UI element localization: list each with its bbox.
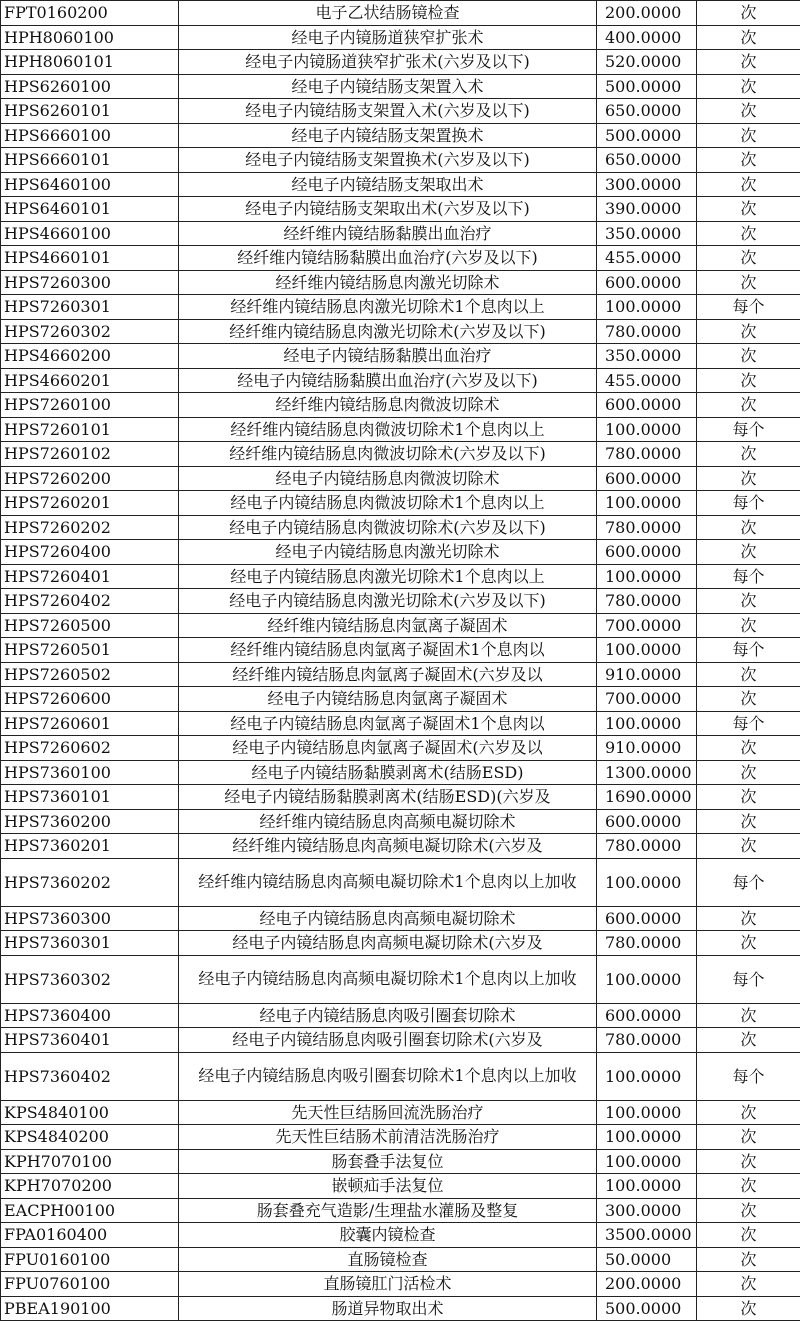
item-name-cell: 经电子内镜结肠支架取出术 [179, 172, 597, 197]
item-code-cell: HPS6460101 [1, 197, 179, 222]
item-unit-cell: 次 [697, 1, 800, 26]
item-name-cell: 经电子内镜结肠息肉吸引圈套切除术(六岁及 [179, 1028, 597, 1053]
item-name-cell: 经纤维内镜结肠息肉氩离子凝固术1个息肉以 [179, 638, 597, 663]
table-row [1, 785, 800, 810]
item-unit-cell: 次 [697, 1003, 800, 1028]
table-row [1, 466, 800, 491]
item-unit-cell: 每个 [697, 1052, 800, 1100]
table-row [1, 99, 800, 124]
table-row [1, 442, 800, 467]
table-row [1, 906, 800, 931]
table-row [1, 148, 800, 173]
item-unit-cell: 次 [697, 1149, 800, 1174]
item-name-cell: 经纤维内镜结肠黏膜出血治疗(六岁及以下) [179, 246, 597, 271]
item-code-cell: HPS7360402 [1, 1052, 179, 1100]
table-row [1, 515, 800, 540]
item-code-cell: HPS6660101 [1, 148, 179, 173]
item-unit-cell: 次 [697, 466, 800, 491]
item-code-cell: HPS7260500 [1, 613, 179, 638]
item-price-cell: 100.0000 [597, 858, 697, 906]
item-code-cell: HPS7260502 [1, 662, 179, 687]
item-unit-cell: 次 [697, 99, 800, 124]
item-unit-cell: 次 [697, 736, 800, 761]
item-price-cell: 100.0000 [597, 1174, 697, 1199]
item-code-cell: HPS7360301 [1, 931, 179, 956]
item-unit-cell: 次 [697, 221, 800, 246]
item-unit-cell: 次 [697, 270, 800, 295]
item-unit-cell: 次 [697, 589, 800, 614]
table-row [1, 564, 800, 589]
item-unit-cell: 次 [697, 687, 800, 712]
item-price-cell: 390.0000 [597, 197, 697, 222]
item-unit-cell: 次 [697, 1272, 800, 1297]
item-code-cell: HPS7260601 [1, 711, 179, 736]
item-name-cell: 经电子内镜结肠息肉激光切除术(六岁及以下) [179, 589, 597, 614]
item-price-cell: 100.0000 [597, 1100, 697, 1125]
table-row [1, 955, 800, 1003]
table-row [1, 197, 800, 222]
item-unit-cell: 每个 [697, 295, 800, 320]
item-price-cell: 350.0000 [597, 221, 697, 246]
item-code-cell: KPH7070100 [1, 1149, 179, 1174]
item-code-cell: HPH8060101 [1, 50, 179, 75]
item-name-cell: 经电子内镜结肠息肉氩离子凝固术1个息肉以 [179, 711, 597, 736]
item-price-cell: 780.0000 [597, 515, 697, 540]
item-code-cell: FPU0160100 [1, 1247, 179, 1272]
item-code-cell: HPS4660200 [1, 344, 179, 369]
item-price-cell: 910.0000 [597, 736, 697, 761]
item-code-cell: HPS7360302 [1, 955, 179, 1003]
item-unit-cell: 次 [697, 1174, 800, 1199]
item-unit-cell: 次 [697, 74, 800, 99]
item-price-cell: 780.0000 [597, 834, 697, 859]
item-code-cell: HPS7360100 [1, 760, 179, 785]
item-code-cell: HPS6260101 [1, 99, 179, 124]
item-code-cell: HPS7260600 [1, 687, 179, 712]
item-price-cell: 600.0000 [597, 1003, 697, 1028]
item-name-cell: 经电子内镜结肠息肉微波切除术1个息肉以上 [179, 491, 597, 516]
table-row [1, 50, 800, 75]
item-name-cell: 经电子内镜肠道狭窄扩张术(六岁及以下) [179, 50, 597, 75]
item-code-cell: HPS7360202 [1, 858, 179, 906]
item-code-cell: HPS7360101 [1, 785, 179, 810]
item-price-cell: 600.0000 [597, 809, 697, 834]
item-price-cell: 350.0000 [597, 344, 697, 369]
item-name-cell: 经纤维内镜结肠息肉微波切除术(六岁及以下) [179, 442, 597, 467]
item-code-cell: KPS4840100 [1, 1100, 179, 1125]
item-name-cell: 经电子内镜结肠息肉氩离子凝固术(六岁及以 [179, 736, 597, 761]
table-row [1, 613, 800, 638]
item-price-cell: 780.0000 [597, 931, 697, 956]
table-row [1, 1003, 800, 1028]
item-unit-cell: 次 [697, 319, 800, 344]
item-name-cell: 先天性巨结肠回流洗肠治疗 [179, 1100, 597, 1125]
item-unit-cell: 次 [697, 1125, 800, 1150]
item-name-cell: 经纤维内镜结肠黏膜出血治疗 [179, 221, 597, 246]
item-price-cell: 200.0000 [597, 1272, 697, 1297]
item-code-cell: HPS7360401 [1, 1028, 179, 1053]
item-unit-cell: 次 [697, 344, 800, 369]
item-unit-cell: 次 [697, 834, 800, 859]
item-name-cell: 直肠镜检查 [179, 1247, 597, 1272]
item-name-cell: 经电子内镜结肠息肉激光切除术 [179, 540, 597, 565]
item-price-cell: 500.0000 [597, 74, 697, 99]
item-name-cell: 经电子内镜结肠息肉氩离子凝固术 [179, 687, 597, 712]
table-row [1, 540, 800, 565]
item-price-cell: 3500.0000 [597, 1223, 697, 1248]
item-name-cell: 经纤维内镜结肠息肉激光切除术 [179, 270, 597, 295]
item-name-cell: 嵌顿疝手法复位 [179, 1174, 597, 1199]
table-row [1, 172, 800, 197]
item-name-cell: 直肠镜肛门活检术 [179, 1272, 597, 1297]
item-price-cell: 600.0000 [597, 270, 697, 295]
item-code-cell: HPS7260200 [1, 466, 179, 491]
item-price-cell: 50.0000 [597, 1247, 697, 1272]
item-price-cell: 100.0000 [597, 295, 697, 320]
item-price-cell: 100.0000 [597, 564, 697, 589]
item-code-cell: HPS4660201 [1, 368, 179, 393]
table-row [1, 662, 800, 687]
item-price-cell: 100.0000 [597, 1052, 697, 1100]
item-unit-cell: 次 [697, 1028, 800, 1053]
item-unit-cell: 每个 [697, 564, 800, 589]
table-row [1, 809, 800, 834]
item-code-cell: HPH8060100 [1, 25, 179, 50]
item-code-cell: EACPH00100 [1, 1198, 179, 1223]
item-name-cell: 经纤维内镜结肠息肉高频电凝切除术 [179, 809, 597, 834]
table-row [1, 270, 800, 295]
item-name-cell: 经纤维内镜结肠息肉激光切除术1个息肉以上 [179, 295, 597, 320]
item-name-cell: 经电子内镜结肠息肉高频电凝切除术 [179, 906, 597, 931]
item-price-cell: 100.0000 [597, 491, 697, 516]
item-price-cell: 200.0000 [597, 1, 697, 26]
item-name-cell: 经电子内镜肠道狭窄扩张术 [179, 25, 597, 50]
item-price-cell: 500.0000 [597, 1296, 697, 1321]
item-price-cell: 650.0000 [597, 148, 697, 173]
table-row [1, 1149, 800, 1174]
item-unit-cell: 每个 [697, 638, 800, 663]
item-code-cell: HPS4660101 [1, 246, 179, 271]
table-row [1, 25, 800, 50]
item-code-cell: HPS6460100 [1, 172, 179, 197]
item-price-cell: 780.0000 [597, 589, 697, 614]
item-code-cell: HPS6260100 [1, 74, 179, 99]
item-code-cell: HPS7260602 [1, 736, 179, 761]
item-name-cell: 经纤维内镜结肠息肉高频电凝切除术1个息肉以上加收 [179, 858, 597, 906]
item-name-cell: 经电子内镜结肠支架置换术(六岁及以下) [179, 148, 597, 173]
item-name-cell: 胶囊内镜检查 [179, 1223, 597, 1248]
item-name-cell: 先天性巨结肠术前清洁洗肠治疗 [179, 1125, 597, 1150]
item-name-cell: 肠套叠手法复位 [179, 1149, 597, 1174]
item-code-cell: HPS7260102 [1, 442, 179, 467]
item-name-cell: 经纤维内镜结肠息肉氩离子凝固术 [179, 613, 597, 638]
item-unit-cell: 每个 [697, 955, 800, 1003]
item-price-cell: 300.0000 [597, 172, 697, 197]
table-row [1, 74, 800, 99]
item-name-cell: 经电子内镜结肠息肉高频电凝切除术1个息肉以上加收 [179, 955, 597, 1003]
item-name-cell: 经电子内镜结肠黏膜出血治疗 [179, 344, 597, 369]
item-code-cell: HPS4660100 [1, 221, 179, 246]
table-row [1, 344, 800, 369]
table-row [1, 1028, 800, 1053]
item-unit-cell: 次 [697, 1247, 800, 1272]
item-code-cell: HPS7260402 [1, 589, 179, 614]
item-unit-cell: 次 [697, 25, 800, 50]
item-price-cell: 100.0000 [597, 417, 697, 442]
item-code-cell: FPU0760100 [1, 1272, 179, 1297]
item-code-cell: HPS7360200 [1, 809, 179, 834]
item-code-cell: HPS7260100 [1, 393, 179, 418]
item-name-cell: 经电子内镜结肠支架取出术(六岁及以下) [179, 197, 597, 222]
item-code-cell: HPS6660100 [1, 123, 179, 148]
item-unit-cell: 次 [697, 906, 800, 931]
item-name-cell: 经纤维内镜结肠息肉激光切除术(六岁及以下) [179, 319, 597, 344]
table-row [1, 834, 800, 859]
item-code-cell: KPH7070200 [1, 1174, 179, 1199]
item-code-cell: HPS7260201 [1, 491, 179, 516]
item-name-cell: 经电子内镜结肠息肉微波切除术(六岁及以下) [179, 515, 597, 540]
item-price-cell: 600.0000 [597, 466, 697, 491]
item-name-cell: 经电子内镜结肠黏膜出血治疗(六岁及以下) [179, 368, 597, 393]
table-row [1, 221, 800, 246]
item-unit-cell: 每个 [697, 711, 800, 736]
item-unit-cell: 次 [697, 148, 800, 173]
item-price-cell: 100.0000 [597, 711, 697, 736]
item-unit-cell: 次 [697, 931, 800, 956]
item-name-cell: 经电子内镜结肠息肉吸引圈套切除术1个息肉以上加收 [179, 1052, 597, 1100]
item-price-cell: 455.0000 [597, 246, 697, 271]
item-unit-cell: 次 [697, 393, 800, 418]
item-unit-cell: 每个 [697, 417, 800, 442]
item-price-cell: 780.0000 [597, 319, 697, 344]
item-unit-cell: 次 [697, 760, 800, 785]
item-code-cell: PBEA190100 [1, 1296, 179, 1321]
item-price-cell: 100.0000 [597, 638, 697, 663]
fee-table-body [1, 1, 800, 1321]
item-name-cell: 经电子内镜结肠黏膜剥离术(结肠ESD) [179, 760, 597, 785]
item-unit-cell: 次 [697, 785, 800, 810]
table-row [1, 589, 800, 614]
item-price-cell: 650.0000 [597, 99, 697, 124]
table-row [1, 319, 800, 344]
table-row [1, 368, 800, 393]
item-unit-cell: 次 [697, 246, 800, 271]
table-row [1, 1296, 800, 1321]
item-name-cell: 经纤维内镜结肠息肉微波切除术 [179, 393, 597, 418]
table-row [1, 736, 800, 761]
item-unit-cell: 次 [697, 172, 800, 197]
item-unit-cell: 每个 [697, 858, 800, 906]
item-name-cell: 经电子内镜结肠支架置入术(六岁及以下) [179, 99, 597, 124]
table-row [1, 1223, 800, 1248]
item-code-cell: HPS7360300 [1, 906, 179, 931]
item-price-cell: 300.0000 [597, 1198, 697, 1223]
table-row [1, 1272, 800, 1297]
table-row [1, 1198, 800, 1223]
table-row [1, 1, 800, 26]
item-price-cell: 600.0000 [597, 906, 697, 931]
table-row [1, 417, 800, 442]
table-row [1, 246, 800, 271]
item-price-cell: 455.0000 [597, 368, 697, 393]
table-row [1, 1100, 800, 1125]
item-name-cell: 经电子内镜结肠支架置换术 [179, 123, 597, 148]
item-unit-cell: 次 [697, 50, 800, 75]
item-name-cell: 经纤维内镜结肠息肉高频电凝切除术(六岁及 [179, 834, 597, 859]
item-name-cell: 经电子内镜结肠黏膜剥离术(结肠ESD)(六岁及 [179, 785, 597, 810]
item-name-cell: 经电子内镜结肠息肉吸引圈套切除术 [179, 1003, 597, 1028]
item-unit-cell: 次 [697, 540, 800, 565]
table-row [1, 638, 800, 663]
item-price-cell: 600.0000 [597, 393, 697, 418]
item-unit-cell: 次 [697, 123, 800, 148]
item-unit-cell: 次 [697, 197, 800, 222]
item-code-cell: FPA0160400 [1, 1223, 179, 1248]
item-name-cell: 经电子内镜结肠息肉微波切除术 [179, 466, 597, 491]
item-price-cell: 100.0000 [597, 955, 697, 1003]
table-row [1, 1052, 800, 1100]
item-name-cell: 肠道异物取出术 [179, 1296, 597, 1321]
item-code-cell: FPT0160200 [1, 1, 179, 26]
item-name-cell: 经纤维内镜结肠息肉微波切除术1个息肉以上 [179, 417, 597, 442]
table-row [1, 1174, 800, 1199]
item-price-cell: 780.0000 [597, 442, 697, 467]
item-price-cell: 1690.0000 [597, 785, 697, 810]
item-unit-cell: 次 [697, 1100, 800, 1125]
table-row [1, 1247, 800, 1272]
table-row [1, 491, 800, 516]
item-price-cell: 1300.0000 [597, 760, 697, 785]
item-code-cell: HPS7360400 [1, 1003, 179, 1028]
table-row [1, 931, 800, 956]
item-unit-cell: 次 [697, 1296, 800, 1321]
item-code-cell: HPS7260401 [1, 564, 179, 589]
item-price-cell: 400.0000 [597, 25, 697, 50]
item-price-cell: 910.0000 [597, 662, 697, 687]
table-row [1, 1125, 800, 1150]
item-price-cell: 600.0000 [597, 540, 697, 565]
item-name-cell: 经电子内镜结肠息肉激光切除术1个息肉以上 [179, 564, 597, 589]
item-unit-cell: 次 [697, 368, 800, 393]
item-name-cell: 电子乙状结肠镜检查 [179, 1, 597, 26]
item-code-cell: HPS7260202 [1, 515, 179, 540]
item-unit-cell: 次 [697, 1223, 800, 1248]
item-code-cell: HPS7360201 [1, 834, 179, 859]
item-unit-cell: 次 [697, 613, 800, 638]
item-code-cell: HPS7260400 [1, 540, 179, 565]
item-code-cell: HPS7260301 [1, 295, 179, 320]
table-row [1, 295, 800, 320]
item-unit-cell: 每个 [697, 491, 800, 516]
table-row [1, 687, 800, 712]
item-price-cell: 500.0000 [597, 123, 697, 148]
item-unit-cell: 次 [697, 809, 800, 834]
item-code-cell: HPS7260101 [1, 417, 179, 442]
item-name-cell: 肠套叠充气造影/生理盐水灌肠及整复 [179, 1198, 597, 1223]
item-price-cell: 100.0000 [597, 1149, 697, 1174]
item-price-cell: 780.0000 [597, 1028, 697, 1053]
item-unit-cell: 次 [697, 442, 800, 467]
item-unit-cell: 次 [697, 1198, 800, 1223]
item-name-cell: 经电子内镜结肠支架置入术 [179, 74, 597, 99]
item-code-cell: HPS7260300 [1, 270, 179, 295]
item-unit-cell: 次 [697, 662, 800, 687]
item-price-cell: 700.0000 [597, 613, 697, 638]
item-name-cell: 经纤维内镜结肠息肉氩离子凝固术(六岁及以 [179, 662, 597, 687]
item-price-cell: 520.0000 [597, 50, 697, 75]
table-row [1, 123, 800, 148]
table-row [1, 393, 800, 418]
item-price-cell: 700.0000 [597, 687, 697, 712]
table-row [1, 760, 800, 785]
item-name-cell: 经电子内镜结肠息肉高频电凝切除术(六岁及 [179, 931, 597, 956]
item-price-cell: 100.0000 [597, 1125, 697, 1150]
table-row [1, 858, 800, 906]
item-unit-cell: 次 [697, 515, 800, 540]
item-code-cell: HPS7260501 [1, 638, 179, 663]
item-code-cell: HPS7260302 [1, 319, 179, 344]
table-row [1, 711, 800, 736]
item-code-cell: KPS4840200 [1, 1125, 179, 1150]
